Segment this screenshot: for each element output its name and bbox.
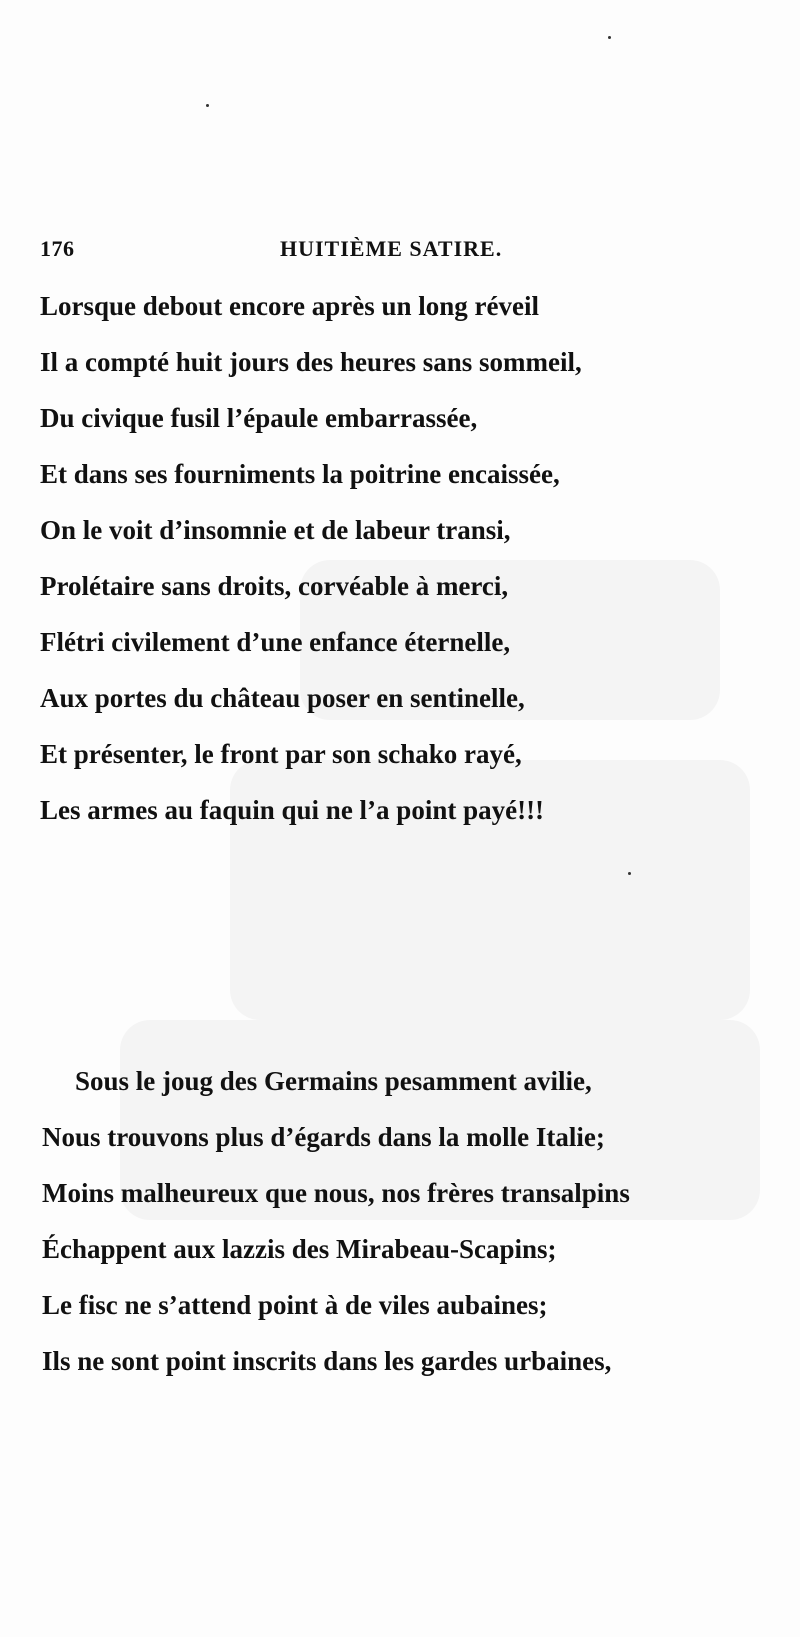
verse-line: Sous le joug des Germains pesamment avilie, [75, 1066, 592, 1096]
page-header [40, 236, 740, 266]
verse-line: Les armes au faquin qui ne l’a point payé!!! [40, 795, 545, 825]
ink-speck [206, 104, 209, 107]
verse-line: Et dans ses fourniments la poitrine encaissée, [40, 459, 560, 489]
verse-line: Ils ne sont point inscrits dans les gardes urbaines, [42, 1346, 612, 1376]
verse-line: Échappent aux lazzis des Mirabeau-Scapins; [42, 1234, 557, 1264]
verse-line: Et présenter, le front par son schako rayé, [40, 739, 522, 769]
verse-line: Moins malheureux que nous, nos frères transalpins [42, 1178, 630, 1208]
verse-line: Aux portes du château poser en sentinelle, [40, 683, 525, 713]
verse-line: Flétri civilement d’une enfance éternelle, [40, 627, 511, 657]
verse-line: Le fisc ne s’attend point à de viles aubaines; [42, 1290, 548, 1320]
verse-line: Nous trouvons plus d’égards dans la molle Italie; [42, 1122, 605, 1152]
verse-line: On le voit d’insomnie et de labeur transi, [40, 515, 511, 545]
verse-line: Du civique fusil l’épaule embarrassée, [40, 403, 478, 433]
verse-line: Il a compté huit jours des heures sans sommeil, [40, 347, 582, 377]
ink-speck [608, 36, 611, 39]
verse-line: Lorsque debout encore après un long réveil [40, 291, 539, 321]
running-title: HUITIÈME SATIRE. [280, 236, 503, 261]
page-number: 176 [40, 236, 75, 261]
verse-line: Prolétaire sans droits, corvéable à merci, [40, 571, 509, 601]
ink-speck [628, 872, 631, 875]
